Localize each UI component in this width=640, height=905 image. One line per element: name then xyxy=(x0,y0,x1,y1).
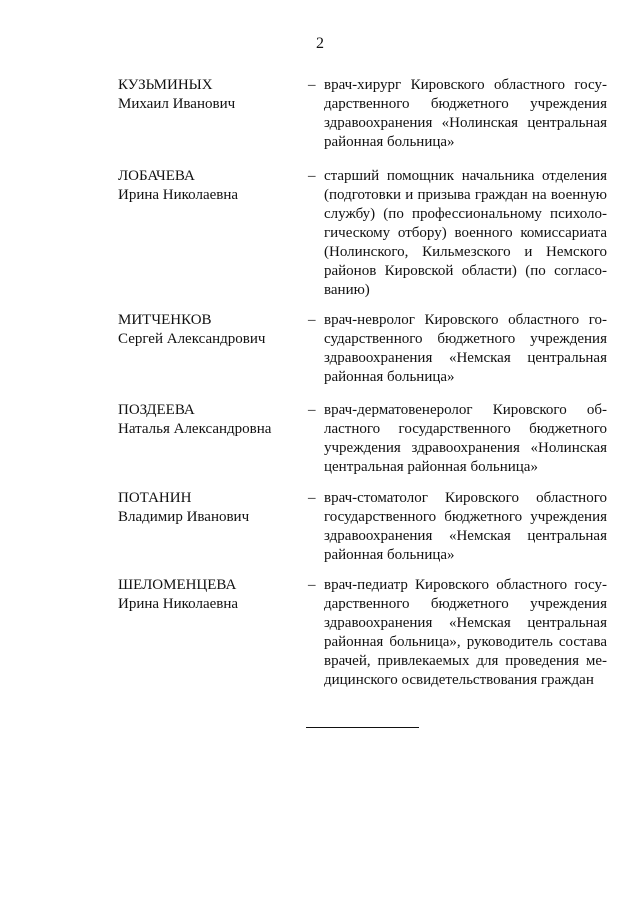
role-description xyxy=(324,489,607,565)
role-line: районная больница», руководитель состава xyxy=(324,634,607,650)
role-description xyxy=(324,76,607,152)
given-names: Сергей Александрович xyxy=(118,331,266,347)
given-names: Владимир Иванович xyxy=(118,509,250,525)
role-line: районная больница» xyxy=(324,369,455,385)
person-name xyxy=(118,167,308,205)
role-line: врач-дерматовенеролог Кировского об- xyxy=(324,402,607,418)
person-name xyxy=(118,311,308,349)
surname: ШЕЛОМЕНЦЕВА xyxy=(118,577,237,593)
surname: ПОЗДЕЕВА xyxy=(118,402,195,418)
role-line: врач-стоматолог Кировского областного xyxy=(324,490,607,506)
closing-rule xyxy=(306,727,419,728)
role-line: дицинского освидетельствования граждан xyxy=(324,672,594,688)
role-description xyxy=(324,167,607,300)
surname: МИТЧЕНКОВ xyxy=(118,312,212,328)
dash-separator: – xyxy=(308,402,316,418)
dash-separator: – xyxy=(308,577,316,593)
given-names: Ирина Николаевна xyxy=(118,187,239,203)
role-line: центральная районная больница» xyxy=(324,459,538,475)
role-line: дарственного бюджетного учреждения xyxy=(324,596,607,612)
page-number: 2 xyxy=(316,35,324,52)
role-line: дарственного бюджетного учреждения xyxy=(324,96,607,112)
dash-separator: – xyxy=(308,490,316,506)
surname: ЛОБАЧЕВА xyxy=(118,168,195,184)
role-line: врачей, привлекаемых для проведения ме- xyxy=(324,653,607,669)
role-line: старший помощник начальника отделения xyxy=(324,168,607,184)
role-description xyxy=(324,576,607,690)
dash-separator: – xyxy=(308,168,316,184)
role-line: врач-невролог Кировского областного го- xyxy=(324,312,607,328)
role-line: районная больница» xyxy=(324,547,455,563)
role-line: здравоохранения «Нолинская центральная xyxy=(324,115,607,131)
role-line: районов Кировской области) (по согласо- xyxy=(324,263,607,279)
surname: ПОТАНИН xyxy=(118,490,192,506)
role-line: врач-хирург Кировского областного госу- xyxy=(324,77,607,93)
role-line: здравоохранения «Немская центральная xyxy=(324,350,607,366)
role-line: врач-педиатр Кировского областного госу- xyxy=(324,577,607,593)
role-line: здравоохранения «Немская центральная xyxy=(324,528,607,544)
role-line: районная больница» xyxy=(324,134,455,150)
role-line: ванию) xyxy=(324,282,370,298)
role-line: (подготовки и призыва граждан на военную xyxy=(324,187,607,203)
role-line: гическому отбору) военного комиссариата xyxy=(324,225,607,241)
role-line: ластного государственного бюджетного xyxy=(324,421,607,437)
role-line: здравоохранения «Немская центральная xyxy=(324,615,607,631)
person-name xyxy=(118,576,308,614)
role-line: государственного бюджетного учреждения xyxy=(324,509,607,525)
role-line: сударственного бюджетного учреждения xyxy=(324,331,607,347)
role-description xyxy=(324,311,607,387)
given-names: Михаил Иванович xyxy=(118,96,236,112)
given-names: Наталья Александровна xyxy=(118,421,272,437)
given-names: Ирина Николаевна xyxy=(118,596,239,612)
surname: КУЗЬМИНЫХ xyxy=(118,77,213,93)
dash-separator: – xyxy=(308,312,316,328)
person-name xyxy=(118,76,308,114)
person-name xyxy=(118,489,308,527)
role-line: (Нолинского, Кильмезского и Немского xyxy=(324,244,607,260)
role-line: службу) (по профессиональному психоло- xyxy=(324,206,607,222)
role-description xyxy=(324,401,607,477)
dash-separator: – xyxy=(308,77,316,93)
person-name xyxy=(118,401,308,439)
role-line: учреждения здравоохранения «Нолинская xyxy=(324,440,607,456)
